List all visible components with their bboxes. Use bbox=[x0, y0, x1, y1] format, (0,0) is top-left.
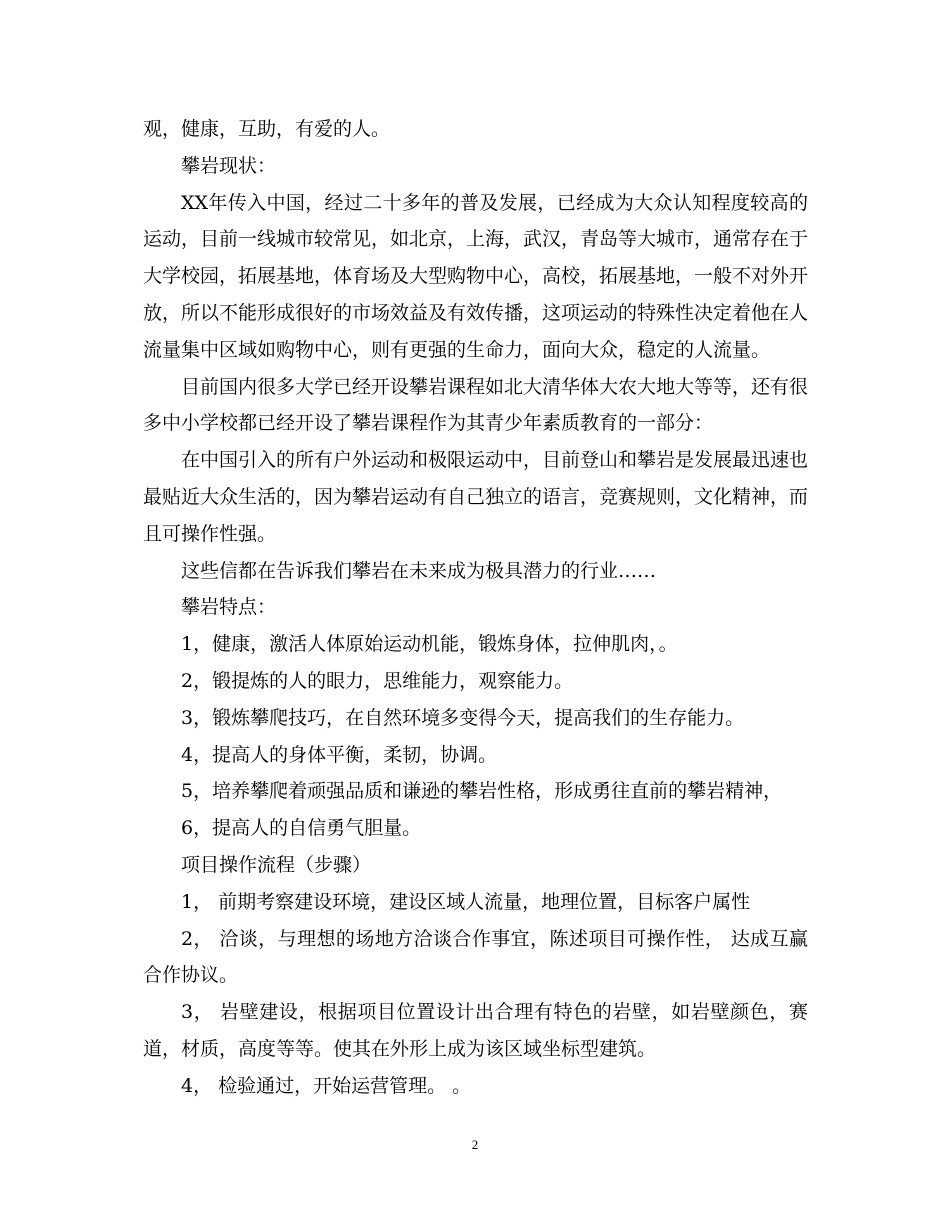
page-number: 2 bbox=[471, 1137, 479, 1152]
section-heading-process: 项目操作流程（步骤） bbox=[181, 853, 372, 876]
paragraph: XX年传入中国，经过二十多年的普及发展，已经成为大众认知程度较高的运动，目前一线城市较常见，如北京，上海，武汉，青岛等大城市，通常存在于大学校园，拓展基地，体育场及大型购物中心，高校，拓展基地，一般不对外开放，所以不能形成很好的市场效益及有效传播，这项运动的特殊性决定着他在人流量集中区域如购物中心，则有更强的生命力，面向大众，稳定的人流量。 bbox=[143, 191, 809, 361]
list-item: 3， 岩壁建设，根据项目位置设计出合理有特色的岩壁，如岩壁颜色，赛道，材质，高度等等。使其在外形上成为该区域坐标型建筑。 bbox=[143, 1001, 808, 1060]
list-item: 3，锻炼攀爬技巧，在自然环境多变得今天，提高我们的生存能力。 bbox=[181, 706, 745, 729]
list-item: 4，提高人的身体平衡，柔韧，协调。 bbox=[181, 743, 498, 766]
section-heading-current-status: 攀岩现状： bbox=[181, 154, 277, 177]
document-body bbox=[143, 111, 808, 1105]
list-item: 5，培养攀爬着顽强品质和谦逊的攀岩性格，形成勇往直前的攀岩精神， bbox=[181, 780, 783, 803]
list-item: 4， 检验通过，开始运营管理。 。 bbox=[181, 1074, 472, 1097]
list-item: 6，提高人的自信勇气胆量。 bbox=[181, 817, 422, 840]
list-item: 2，锻提炼的人的眼力，思维能力，观察能力。 bbox=[181, 669, 574, 692]
paragraph: 在中国引入的所有户外运动和极限运动中，目前登山和攀岩是发展最迅速也最贴近大众生活的，因为攀岩运动有自己独立的语言，竞赛规则，文化精神，而且可操作性强。 bbox=[143, 449, 809, 545]
paragraph: 目前国内很多大学已经开设攀岩课程如北大清华体大农大地大等等，还有很多中小学校都已经开设了攀岩课程作为其青少年素质教育的一部分： bbox=[143, 375, 809, 435]
list-item: 1， 前期考察建设环境，建设区域人流量，地理位置，目标客户属性 bbox=[181, 890, 751, 913]
paragraph: 这些信都在告诉我们攀岩在未来成为极具潜力的行业…… bbox=[181, 559, 657, 582]
paragraph: 观，健康，互助，有爱的人。 bbox=[143, 118, 391, 140]
section-heading-features: 攀岩特点： bbox=[181, 596, 277, 619]
list-item: 2， 洽谈，与理想的场地方洽谈合作事宜，陈述项目可操作性， 达成互赢合作协议。 bbox=[143, 927, 808, 987]
list-item: 1，健康，激活人体原始运动机能，锻炼身体，拉伸肌肉，。 bbox=[181, 633, 678, 656]
